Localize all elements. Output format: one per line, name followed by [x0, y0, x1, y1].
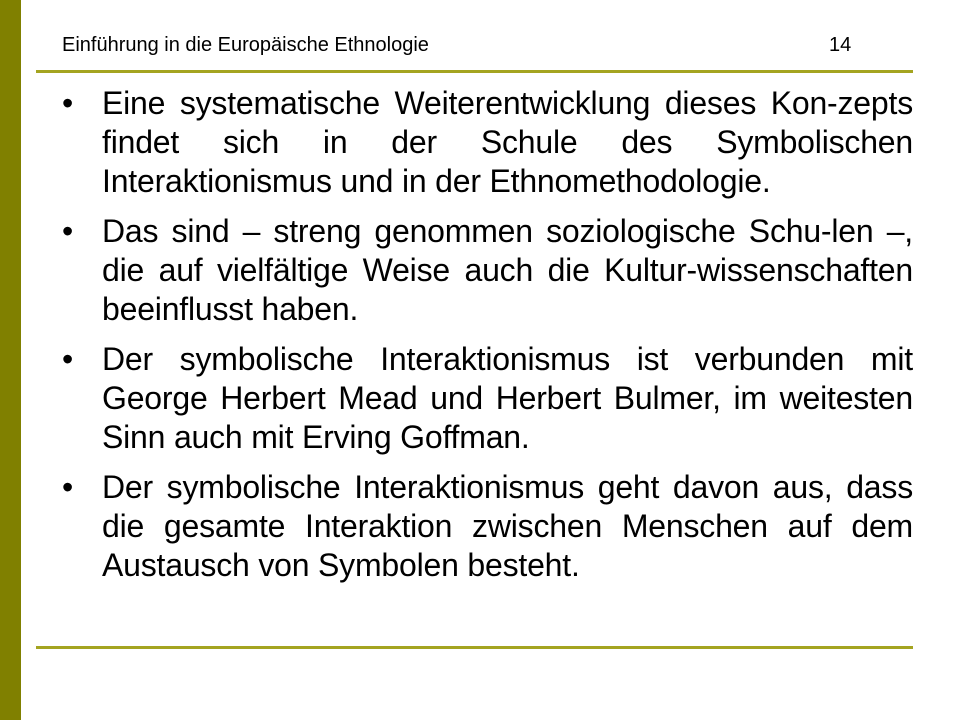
bullet-item [62, 84, 913, 201]
bullet-list [62, 84, 913, 596]
page-number: 14 [829, 34, 852, 56]
header-title: Einführung in die Europäische Ethnologie [62, 34, 429, 56]
top-divider [36, 70, 913, 73]
bullet-icon: • [62, 341, 74, 377]
bullet-text: Eine systematische Weiterentwicklung dieses Kon-zepts findet sich in der Schule des Symbolischen Interaktionismus und in der Ethnomethodologie. [102, 85, 913, 199]
bullet-icon: • [62, 85, 74, 121]
bullet-icon: • [62, 469, 74, 505]
bullet-item [62, 212, 913, 329]
bullet-icon: • [62, 213, 74, 249]
bullet-text: Das sind – streng genommen soziologische Schu-len –, die auf vielfältige Weise auch die Kultur-wissenschaften beeinflusst haben. [102, 213, 913, 327]
bullet-item [62, 468, 913, 585]
left-accent-bar [0, 0, 21, 720]
bullet-item [62, 340, 913, 457]
bullet-text: Der symbolische Interaktionismus geht davon aus, dass die gesamte Interaktion zwischen Menschen auf dem Austausch von Symbolen besteht. [102, 469, 913, 583]
bullet-text: Der symbolische Interaktionismus ist verbunden mit George Herbert Mead und Herbert Bulmer, im weitesten Sinn auch mit Erving Goffman. [102, 341, 913, 455]
bottom-divider [36, 646, 913, 649]
